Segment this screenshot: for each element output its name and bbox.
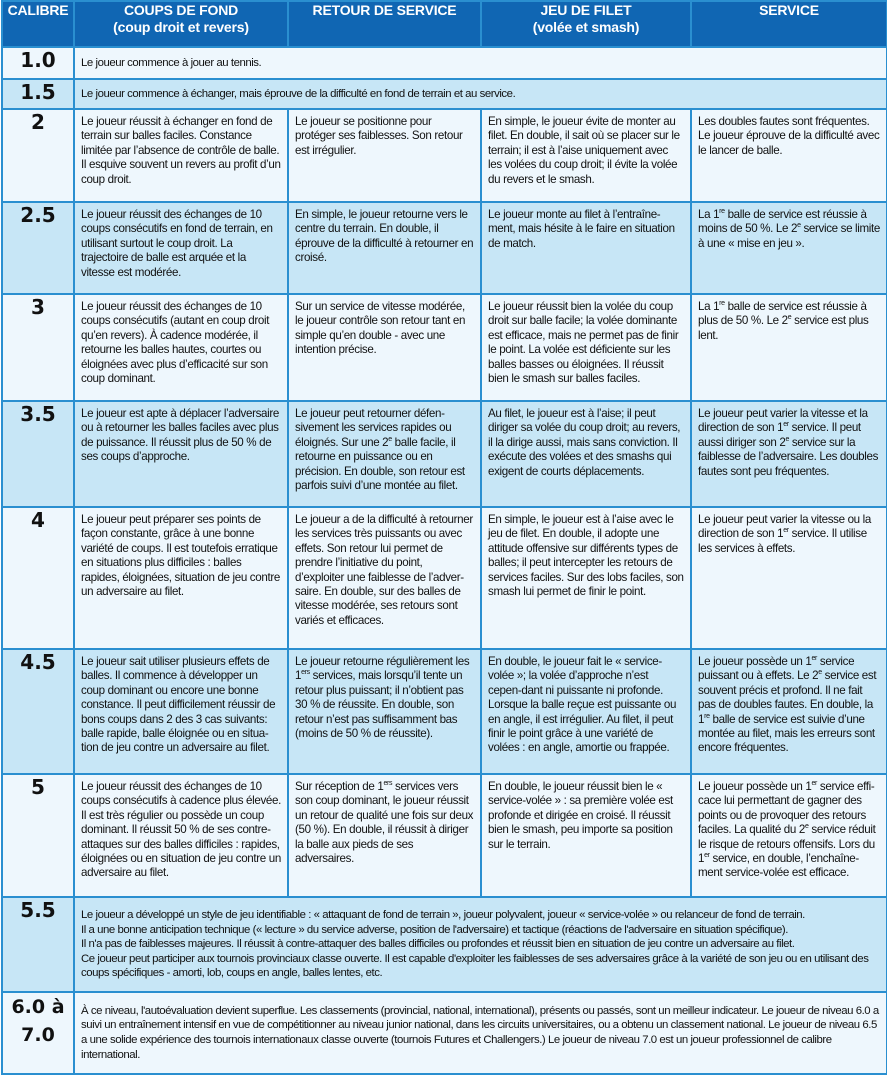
coups-de-fond-cell: Le joueur réussit des échanges de 10 coups consécutifs à cadence plus élevée. Il est très régulier ou possède un coup dominant. Il réussit 50 % de ses contre-attaques sur des balles difficiles : rapides, éloignées ou en situation de jeu contre un adversaire au filet. [74,774,288,897]
coups-de-fond-cell: Le joueur réussit à échanger en fond de terrain sur balles faciles. Constance limitée par l’absence de contrôle de balle. Il esquive souvent un revers au profit d’un coup droit. [74,109,288,202]
coups-de-fond-cell: Le joueur réussit des échanges de 10 coups consécutifs (autant en coup droit qu’en revers). À cadence modérée, il retourne les balles hautes, courtes ou éloignées avec plus d’efficacité sur son coup dominant. [74,294,288,401]
level-cell: 2 [2,109,74,202]
coups-de-fond-cell: Le joueur réussit des échanges de 10 coups consécutifs en fond de terrain, en utilisant surtout le coup droit. La trajectoire de balle est arquée et la vitesse est modérée. [74,202,288,294]
level-cell: 3 [2,294,74,401]
table-row [2,294,887,401]
table-row [2,109,887,202]
header-service: SERVICE [691,1,887,47]
retour-cell: Le joueur se positionne pour protéger ses faiblesses. Son retour est irrégulier. [288,109,481,202]
service-cell: Le joueur possède un 1er service effi-cace lui permettant de gagner des points ou de provoquer des retours faciles. La qualité du 2e service réduit le risque de retours offensifs. Lors du 1er service, en double, l’enchaîne-ment service-volée est efficace. [691,774,887,897]
filet-cell: Le joueur réussit bien la volée du coup droit sur balle facile; la volée dominante est efficace, mais ne permet pas de finir le point. La volée est déficiente sur les balles basses ou éloignées. Il réussit bien le smash sur balles faciles. [481,294,691,401]
description-line: Il n'a pas de faiblesses majeures. Il réussit à contre-attaquer des balles difficiles ou profondes et réussit bien en situation de jeu contre un adversaire au filet. [81,938,795,951]
description-line: Le joueur a développé un style de jeu identifiable : « attaquant de fond de terrain », joueur polyvalent, joueur « service-volée » ou relanceur de fond de terrain. [81,909,805,922]
table-row [2,897,887,992]
service-cell: Le joueur peut varier la vitesse ou la direction de son 1er service. Il utilise les services à effets. [691,507,887,649]
table-row [2,649,887,774]
service-cell: Le joueur possède un 1er service puissant ou à effets. Le 2e service est souvent précis et profond. Il ne fait pas de doubles fautes. En double, la 1re balle de service est suivie d’une montée au filet, mais les erreurs sont encore fréquentes. [691,649,887,774]
level-cell: 5.5 [2,897,74,992]
description-cell [74,897,887,992]
retour-cell: Sur réception de 1ers services vers son coup dominant, le joueur réussit un retour de qualité une fois sur deux (50 %). En double, il réussit à diriger la balle aux pieds de ses adversaires. [288,774,481,897]
tennis-rating-table [1,0,887,1075]
retour-cell: Sur un service de vitesse modérée, le joueur contrôle son retour tant en simple qu’en double - avec une intention précise. [288,294,481,401]
level-cell: 1.5 [2,79,74,109]
level-cell: 4 [2,507,74,649]
retour-cell: Le joueur peut retourner défen-sivement les services rapides ou éloignés. Sur une 2e balle facile, il retourne en puissance ou en précision. En double, son retour est parfois suivi d’une montée au filet. [288,401,481,507]
description-cell: Le joueur commence à échanger, mais éprouve de la difficulté en fond de terrain et au service. [74,79,887,109]
table-row [2,79,887,109]
filet-cell: Le joueur monte au filet à l’entraîne-ment, mais hésite à le faire en situation de match. [481,202,691,294]
description-line: Ce joueur peut participer aux tournois provinciaux classe ouverte. Il est capable d'exploiter les faiblesses de ses adversaires grâce à la variété de son jeu ou en utilisant des coups spécifiques - amorti, lob, coups en angle, balles lentes, etc. [81,952,869,980]
table-row [2,507,887,649]
service-cell: Le joueur peut varier la vitesse et la direction de son 1er service. Il peut aussi diriger son 2e service sur la faiblesse de l’adversaire. Les doubles fautes sont peu fréquentes. [691,401,887,507]
service-cell: Les doubles fautes sont fréquentes. Le joueur éprouve de la difficulté avec le lancer de balle. [691,109,887,202]
retour-cell: Le joueur a de la difficulté à retourner les services très puissants ou avec effets. Son retour lui permet de prendre l’initiative du point, d’exploiter une faiblesse de l’adver-saire. En double, sur des balles de vitesse modérée, ses retours sont variés et efficaces. [288,507,481,649]
level-cell: 2.5 [2,202,74,294]
header-calibre: CALIBRE [2,1,74,47]
level-cell: 5 [2,774,74,897]
retour-cell: En simple, le joueur retourne vers le centre du terrain. En double, il éprouve de la difficulté à retourner en croisé. [288,202,481,294]
level-cell [2,992,74,1074]
filet-cell: En double, le joueur fait le « service-volée »; la volée d’approche n’est cepen-dant ni puissante ni profonde. Lorsque la balle reçue est puissante ou en angle, il est irrégulier. Au filet, il peut finir le point grâce à une variété de volées : en angle, amortie ou frappée. [481,649,691,774]
service-cell: La 1re balle de service est réussie à moins de 50 %. Le 2e service se limite à une « mise en jeu ». [691,202,887,294]
description-line: Il a une bonne anticipation technique (« lecture » du service adverse, position de l'adversaire) et tactique (réactions de l'adversaire en situation spécifique). [81,923,788,936]
description-cell: Le joueur commence à jouer au tennis. [74,47,887,79]
description-cell: À ce niveau, l'autoévaluation devient superflue. Les classements (provincial, national, international), présents ou passés, sont un meilleur indicateur. Le joueur de niveau 6.0 a suivi un entraînement intensif en vue de compétitionner au niveau junior national, dans les circuits universitaires, ou a obtenu un classement national. Le joueur de niveau 6.5 a une solide expérience des tournois internationaux classe ouverte (tournois Futures et Challengers.) Le joueur de niveau 7.0 est un joueur professionnel de calibre international. [74,992,887,1074]
filet-cell: En simple, le joueur est à l’aise avec le jeu de filet. En double, il adopte une attitude offensive sur différents types de balles; il peut intercepter les retours de services faciles. Sur des lobs faciles, son smash lui permet de finir le point. [481,507,691,649]
retour-cell: Le joueur retourne régulièrement les 1ers services, mais lorsqu’il tente un retour plus puissant; il n’obtient pas 30 % de réussite. En double, son retour n’est pas suffisamment bas (moins de 50 % de réussite). [288,649,481,774]
service-cell: La 1re balle de service est réussie à plus de 50 %. Le 2e service est plus lent. [691,294,887,401]
table-row [2,992,887,1074]
filet-cell: En double, le joueur réussit bien le « service-volée » : sa première volée est profonde et dirigée en croisé. Il réussit bien le smash, peu importe sa position sur le terrain. [481,774,691,897]
coups-de-fond-cell: Le joueur peut préparer ses points de façon constante, grâce à une bonne variété de coups. Il est toutefois erratique en situations plus difficiles : balles rapides, éloignées, situation de jeu contre un adversaire au filet. [74,507,288,649]
level-cell: 3.5 [2,401,74,507]
level-line: 6.0 à [11,996,65,1018]
table-row [2,202,887,294]
coups-de-fond-cell: Le joueur est apte à déplacer l’adversaire ou à retourner les balles faciles avec plus de puissance. Il réussit plus de 50 % de ses coups d’approche. [74,401,288,507]
coups-de-fond-cell: Le joueur sait utiliser plusieurs effets de balles. Il commence à développer un coup dominant ou encore une bonne constance. Il peut difficilement réussir de bons coups dans 2 des 3 cas suivants: balle rapide, balle éloignée ou en situa-tion de jeu contre un adversaire au filet. [74,649,288,774]
header-jeu-de-filet: JEU DE FILET (volée et smash) [481,1,691,47]
level-cell: 4.5 [2,649,74,774]
header-retour-de-service: RETOUR DE SERVICE [288,1,481,47]
level-line: 7.0 [21,1024,55,1046]
filet-cell: Au filet, le joueur est à l’aise; il peut diriger sa volée du coup droit; au revers, il la dirige aussi, mais sans conviction. Il exécute des volées et des smashs qui exigent de courts déplacements. [481,401,691,507]
table-row [2,401,887,507]
filet-cell: En simple, le joueur évite de monter au filet. En double, il sait où se placer sur le terrain; il est à l’aise uniquement avec les volées du coup droit; il évite la volée du revers et le smash. [481,109,691,202]
table-row [2,774,887,897]
level-cell: 1.0 [2,47,74,79]
header-coups-de-fond: COUPS DE FOND (coup droit et revers) [74,1,288,47]
header-row [2,1,887,47]
table-row [2,47,887,79]
